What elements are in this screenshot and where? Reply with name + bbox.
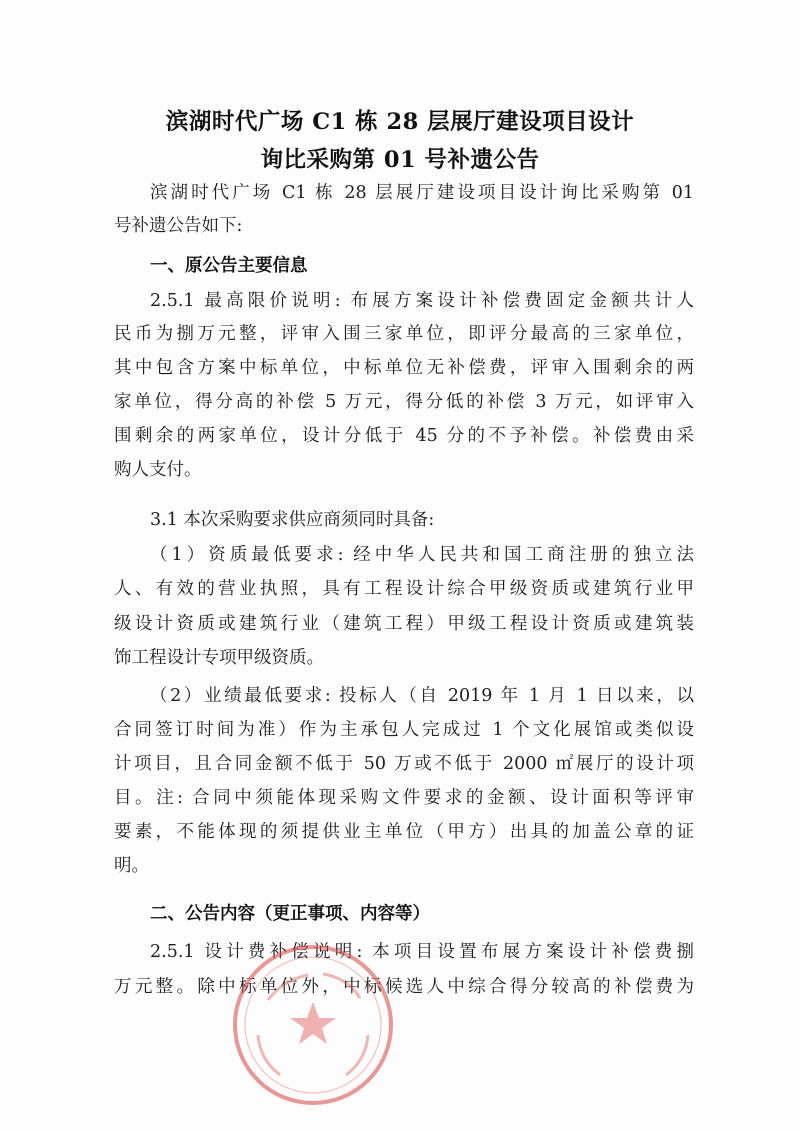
para-line: 万元整。除中标单位外，中标候选人中综合得分较高的补偿费为: [114, 977, 694, 997]
title-line-1: 滨湖时代广场 C1 栋 28 层展厅建设项目设计: [165, 109, 635, 135]
para-line: 明。: [114, 856, 149, 876]
para-line: 2.5.1 最高限价说明: 布展方案设计补偿费固定金额共计人: [150, 291, 694, 311]
para-line: 3.1 本次采购要求供应商须同时具备:: [150, 510, 435, 530]
para-line: 合同签订时间为准）作为主承包人完成过 1 个文化展馆或类似设: [114, 720, 694, 740]
para-line: 计项目，且合同金额不低于 50 万或不低于 2000 ㎡展厅的设计项: [114, 754, 694, 774]
intro-line: 号补遗公告如下:: [114, 216, 243, 236]
para-line: 购人支付。: [114, 460, 202, 480]
para-line: 民币为捌万元整，评审入围三家单位，即评分最高的三家单位，: [114, 324, 694, 344]
seal-ring: [235, 947, 391, 1103]
section-2-heading: 二、公告内容（更正事项、内容等）: [150, 904, 430, 924]
para-line: 目。注: 合同中须能体现采购文件要求的金额、设计面积等评审: [114, 788, 694, 808]
para-line: 要素，不能体现的须提供业主单位（甲方）出具的加盖公章的证: [114, 822, 694, 842]
para-line: 人、有效的营业执照，具有工程设计综合甲级资质或建筑行业甲: [114, 579, 694, 599]
para-line: （2）业绩最低要求: 投标人（自 2019 年 1 月 1 日以来，以: [150, 686, 694, 706]
para-line: （1）资质最低要求: 经中华人民共和国工商注册的独立法: [150, 545, 694, 565]
para-line: 饰工程设计专项甲级资质。: [114, 648, 324, 668]
para-line: 级设计资质或建筑行业（建筑工程）甲级工程设计资质或建筑装: [114, 614, 694, 634]
seal-star: [290, 1002, 336, 1044]
official-seal-icon: [228, 940, 398, 1110]
para-line: 其中包含方案中标单位，中标单位无补偿费，评审入围剩余的两: [114, 358, 694, 378]
title-line-2: 询比采购第 01 号补遗公告: [260, 147, 540, 173]
para-line: 2.5.1 设计费补偿说明: 本项目设置布展方案设计补偿费捌: [150, 942, 694, 962]
intro-line: 滨湖时代广场 C1 栋 28 层展厅建设项目设计询比采购第 01: [150, 183, 694, 203]
section-1-heading: 一、原公告主要信息: [150, 256, 308, 276]
para-line: 围剩余的两家单位，设计分低于 45 分的不予补偿。补偿费由采: [114, 426, 694, 446]
para-line: 家单位，得分高的补偿 5 万元，得分低的补偿 3 万元，如评审入: [114, 392, 694, 412]
